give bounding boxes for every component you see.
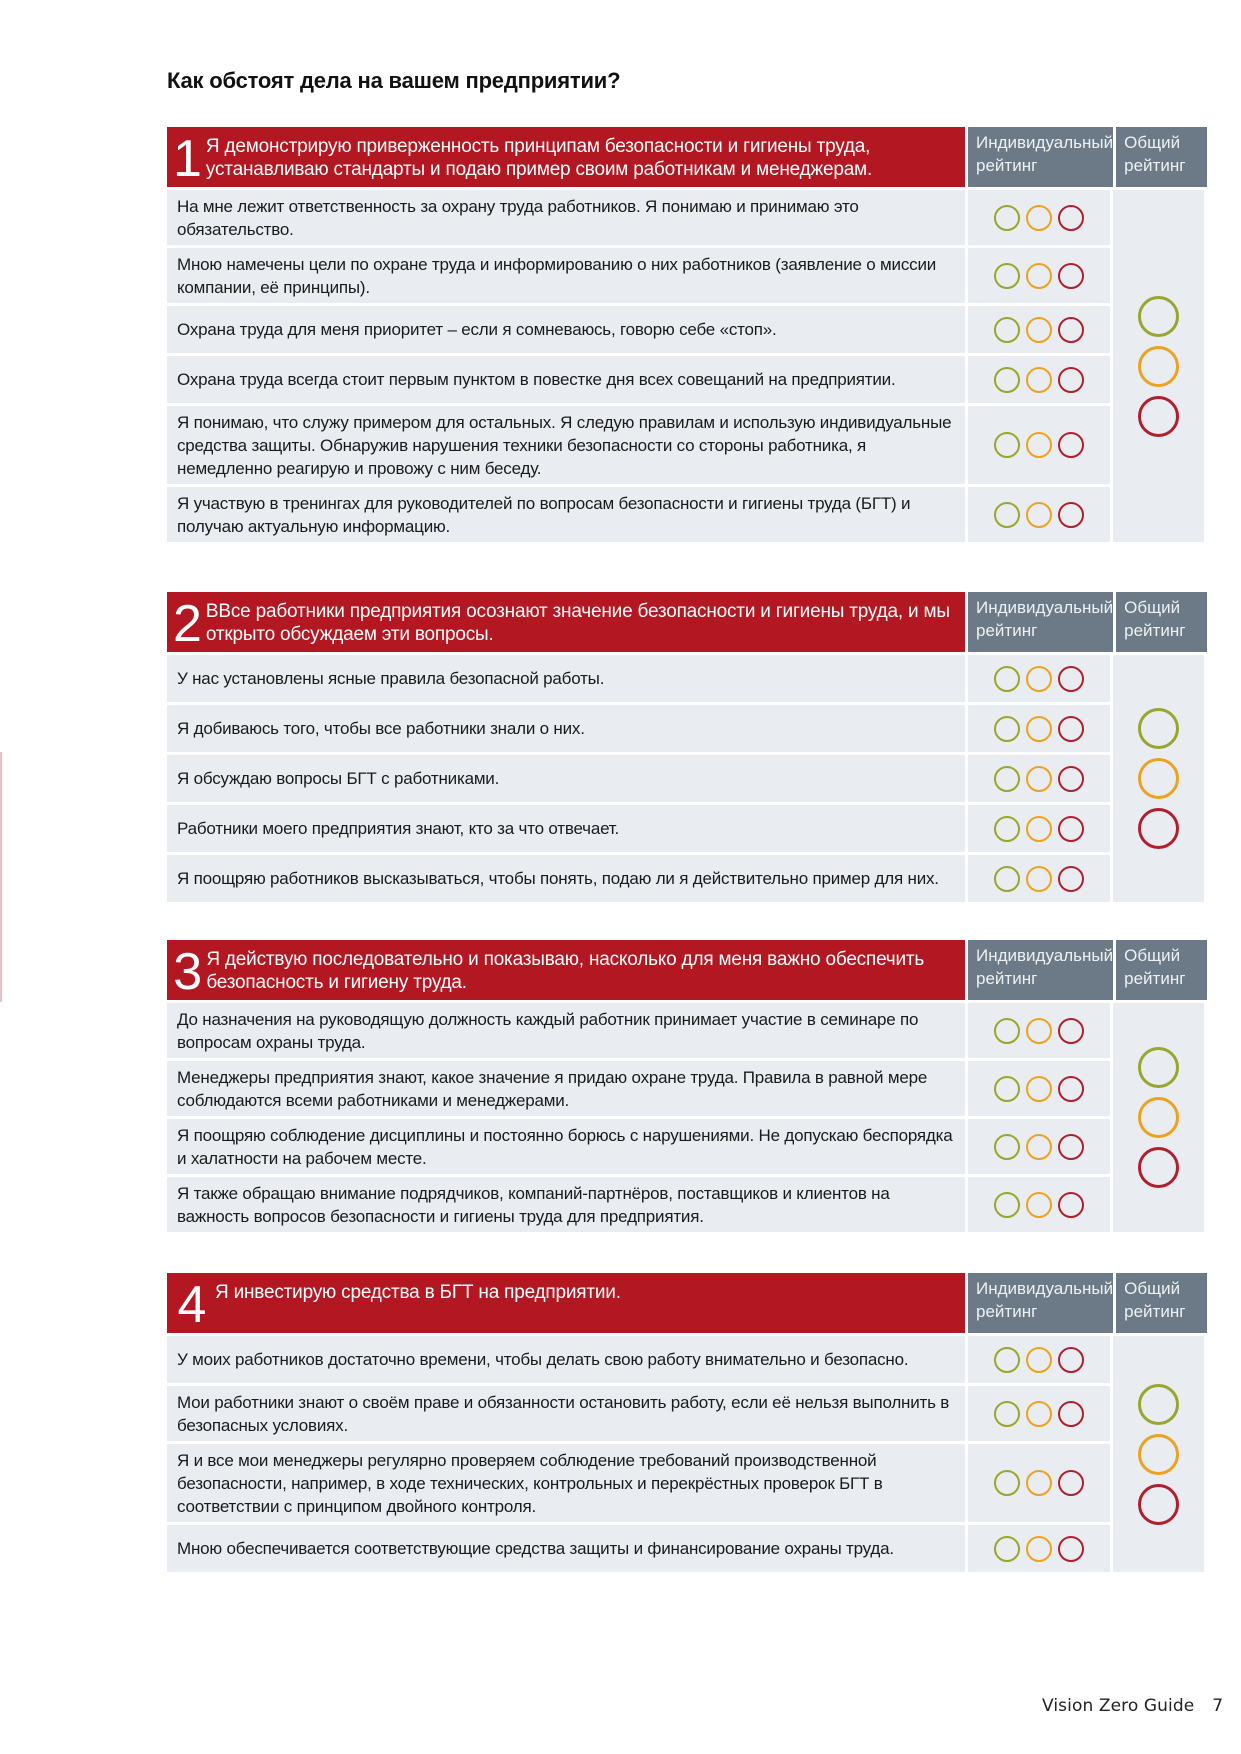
rating-red-circle-icon[interactable] [1058,1076,1084,1102]
section-number: 2 [173,595,202,653]
individual-rating [968,855,1110,902]
rating-orange-circle-icon[interactable] [1026,1347,1052,1373]
rating-green-circle-icon[interactable] [994,205,1020,231]
rating-red-circle-icon[interactable] [1058,866,1084,892]
rating-red-circle-icon[interactable] [1058,1536,1084,1562]
total-orange-circle-icon[interactable] [1138,346,1179,387]
question-text: Я поощряю работников высказываться, чтобы понять, подаю ли я действительно пример для них. [167,855,965,902]
section-number: 4 [177,1276,207,1334]
rating-green-circle-icon[interactable] [994,1347,1020,1373]
question-text: Мною намечены цели по охране труда и информированию о них работников (заявление о миссии компании, её принципы). [167,248,965,303]
individual-rating [968,705,1110,752]
question-text: Я и все мои менеджеры регулярно проверяем соблюдение требований производственной безопасности, например, в ходе технических, контрольных и перекрёстных проверок БГТ в соответствии с принципом двойного контроля. [167,1444,965,1522]
section-number: 3 [173,943,203,1001]
question-text: Я также обращаю внимание подрядчиков, компаний-партнёров, поставщиков и клиентов на важность вопросов безопасности и гигиены труда для предприятия. [167,1177,965,1232]
individual-rating [968,755,1110,802]
question-row [167,1386,1110,1441]
question-row [167,1444,1110,1522]
rating-orange-circle-icon[interactable] [1026,317,1052,343]
rating-red-circle-icon[interactable] [1058,1470,1084,1496]
question-text: У нас установлены ясные правила безопасной работы. [167,655,965,702]
rating-green-circle-icon[interactable] [994,1192,1020,1218]
rating-red-circle-icon[interactable] [1058,432,1084,458]
section-title: Я инвестирую средства в БГТ на предприятии. [215,1282,621,1303]
total-rating-header: Общий рейтинг [1116,940,1207,1000]
rating-green-circle-icon[interactable] [994,317,1020,343]
question-row [167,855,1110,902]
section-title-bar [167,127,965,187]
question-row [167,406,1110,484]
rating-orange-circle-icon[interactable] [1026,263,1052,289]
question-text: Работники моего предприятия знают, кто за что отвечает. [167,805,965,852]
question-text: Я участвую в тренингах для руководителей по вопросам безопасности и гигиены труда (БГТ) и получаю актуальную информацию. [167,487,965,542]
rating-orange-circle-icon[interactable] [1026,367,1052,393]
individual-rating [968,1003,1110,1058]
section-header [167,1273,1201,1333]
section-header [167,940,1201,1000]
rating-red-circle-icon[interactable] [1058,1192,1084,1218]
rating-red-circle-icon[interactable] [1058,816,1084,842]
individual-rating [968,190,1110,245]
question-row [167,306,1110,353]
individual-rating [968,1444,1110,1522]
question-text: У моих работников достаточно времени, чтобы делать свою работу внимательно и безопасно. [167,1336,965,1383]
total-red-circle-icon[interactable] [1138,396,1179,437]
rating-green-circle-icon[interactable] [994,866,1020,892]
individual-rating [968,487,1110,542]
rating-orange-circle-icon[interactable] [1026,1134,1052,1160]
rating-red-circle-icon[interactable] [1058,205,1084,231]
question-row [167,1525,1110,1572]
section-1 [167,127,1201,545]
question-row [167,655,1110,702]
question-text: Охрана труда всегда стоит первым пунктом в повестке дня всех совещаний на предприятии. [167,356,965,403]
total-orange-circle-icon[interactable] [1138,758,1179,799]
page-title: Как обстоят дела на вашем предприятии? [167,68,621,93]
individual-rating [968,1386,1110,1441]
total-rating [1113,1336,1204,1572]
question-row [167,1336,1110,1383]
rating-orange-circle-icon[interactable] [1026,1192,1052,1218]
rating-green-circle-icon[interactable] [994,1401,1020,1427]
individual-rating [968,1061,1110,1116]
rating-green-circle-icon[interactable] [994,766,1020,792]
question-text: Мною обеспечивается соответствующие средства защиты и финансирование охраны труда. [167,1525,965,1572]
question-row [167,1061,1110,1116]
total-rating [1113,655,1204,902]
question-row [167,248,1110,303]
section-4 [167,1273,1201,1575]
rating-green-circle-icon[interactable] [994,1018,1020,1044]
question-row [167,1177,1110,1232]
rating-red-circle-icon[interactable] [1058,1347,1084,1373]
question-text: Охрана труда для меня приоритет – если я сомневаюсь, говорю себе «стоп». [167,306,965,353]
question-text: Я обсуждаю вопросы БГТ с работниками. [167,755,965,802]
total-rating-header: Общий рейтинг [1116,1273,1207,1333]
section-number: 1 [173,130,202,188]
individual-rating-header: Индивидуальный рейтинг [968,1273,1113,1333]
section-title-bar [167,592,965,652]
individual-rating-header: Индивидуальный рейтинг [968,940,1113,1000]
question-text: Менеджеры предприятия знают, какое значение я придаю охране труда. Правила в равной мере соблюдаются всеми работниками и менеджерами. [167,1061,965,1116]
rating-orange-circle-icon[interactable] [1026,666,1052,692]
question-row [167,356,1110,403]
question-text: Я добиваюсь того, чтобы все работники знали о них. [167,705,965,752]
section-header [167,127,1201,187]
rating-red-circle-icon[interactable] [1058,1134,1084,1160]
rating-red-circle-icon[interactable] [1058,263,1084,289]
section-title-bar [167,1273,965,1333]
question-row [167,190,1110,245]
question-text: Я поощряю соблюдение дисциплины и постоянно борюсь с нарушениями. Не допускаю беспорядка и халатности на рабочем месте. [167,1119,965,1174]
rating-green-circle-icon[interactable] [994,716,1020,742]
individual-rating [968,1336,1110,1383]
total-red-circle-icon[interactable] [1138,1484,1179,1525]
rating-red-circle-icon[interactable] [1058,502,1084,528]
individual-rating [968,406,1110,484]
individual-rating [968,1525,1110,1572]
individual-rating [968,1119,1110,1174]
total-rating-header: Общий рейтинг [1116,127,1207,187]
total-green-circle-icon[interactable] [1138,708,1179,749]
question-row [167,1119,1110,1174]
total-orange-circle-icon[interactable] [1138,1097,1179,1138]
section-title-bar [167,940,965,1000]
page-footer [1042,1696,1223,1716]
rating-red-circle-icon[interactable] [1058,716,1084,742]
rating-red-circle-icon[interactable] [1058,666,1084,692]
question-text: На мне лежит ответственность за охрану труда работников. Я понимаю и принимаю это обязательство. [167,190,965,245]
rating-orange-circle-icon[interactable] [1026,1018,1052,1044]
section-title: Я действую последовательно и показываю, насколько для меня важно обеспечить безопасность и гигиену труда. [206,949,925,993]
rating-green-circle-icon[interactable] [994,367,1020,393]
rating-green-circle-icon[interactable] [994,432,1020,458]
rating-red-circle-icon[interactable] [1058,766,1084,792]
individual-rating [968,306,1110,353]
individual-rating [968,356,1110,403]
rating-orange-circle-icon[interactable] [1026,502,1052,528]
rating-orange-circle-icon[interactable] [1026,716,1052,742]
rating-orange-circle-icon[interactable] [1026,766,1052,792]
rating-green-circle-icon[interactable] [994,1134,1020,1160]
rating-orange-circle-icon[interactable] [1026,1076,1052,1102]
page-edge-mark [0,752,2,1002]
total-orange-circle-icon[interactable] [1138,1434,1179,1475]
rating-red-circle-icon[interactable] [1058,367,1084,393]
question-row [167,1003,1110,1058]
rating-green-circle-icon[interactable] [994,666,1020,692]
total-rating [1113,1003,1204,1232]
rating-orange-circle-icon[interactable] [1026,866,1052,892]
individual-rating-header: Индивидуальный рейтинг [968,592,1113,652]
individual-rating [968,248,1110,303]
question-row [167,705,1110,752]
rating-red-circle-icon[interactable] [1058,1401,1084,1427]
section-title: ВВсе работники предприятия осознают значение безопасности и гигиены труда, и мы открыто обсуждаем эти вопросы. [205,601,950,645]
section-3 [167,940,1201,1235]
section-2 [167,592,1201,905]
rating-orange-circle-icon[interactable] [1026,1470,1052,1496]
total-red-circle-icon[interactable] [1138,808,1179,849]
individual-rating-header: Индивидуальный рейтинг [968,127,1113,187]
individual-rating [968,655,1110,702]
rating-orange-circle-icon[interactable] [1026,1536,1052,1562]
rating-red-circle-icon[interactable] [1058,317,1084,343]
rating-orange-circle-icon[interactable] [1026,1401,1052,1427]
total-green-circle-icon[interactable] [1138,1047,1179,1088]
question-row [167,755,1110,802]
rating-red-circle-icon[interactable] [1058,1018,1084,1044]
total-green-circle-icon[interactable] [1138,1384,1179,1425]
rating-green-circle-icon[interactable] [994,816,1020,842]
question-row [167,805,1110,852]
question-text: Я понимаю, что служу примером для остальных. Я следую правилам и использую индивидуальные средства защиты. Обнаружив нарушения техники безопасности со стороны работника, я немедленно реагирую и провожу с ним беседу. [167,406,965,484]
total-rating [1113,190,1204,542]
section-title: Я демонстрирую приверженность принципам безопасности и гигиены труда, устанавливаю стандарты и подаю пример своим работникам и менеджерам. [205,136,873,180]
individual-rating [968,1177,1110,1232]
rating-green-circle-icon[interactable] [994,1470,1020,1496]
rating-green-circle-icon[interactable] [994,263,1020,289]
question-text: До назначения на руководящую должность каждый работник принимает участие в семинаре по вопросам охраны труда. [167,1003,965,1058]
rating-green-circle-icon[interactable] [994,1536,1020,1562]
rating-green-circle-icon[interactable] [994,1076,1020,1102]
question-row [167,487,1110,542]
guide-name: Vision Zero Guide [1042,1696,1195,1716]
total-green-circle-icon[interactable] [1138,296,1179,337]
total-rating-header: Общий рейтинг [1116,592,1207,652]
rating-orange-circle-icon[interactable] [1026,432,1052,458]
total-red-circle-icon[interactable] [1138,1147,1179,1188]
question-text: Мои работники знают о своём праве и обязанности остановить работу, если её нельзя выполнить в безопасных условиях. [167,1386,965,1441]
individual-rating [968,805,1110,852]
rating-orange-circle-icon[interactable] [1026,816,1052,842]
page-number: 7 [1212,1696,1224,1716]
section-header [167,592,1201,652]
rating-green-circle-icon[interactable] [994,502,1020,528]
rating-orange-circle-icon[interactable] [1026,205,1052,231]
